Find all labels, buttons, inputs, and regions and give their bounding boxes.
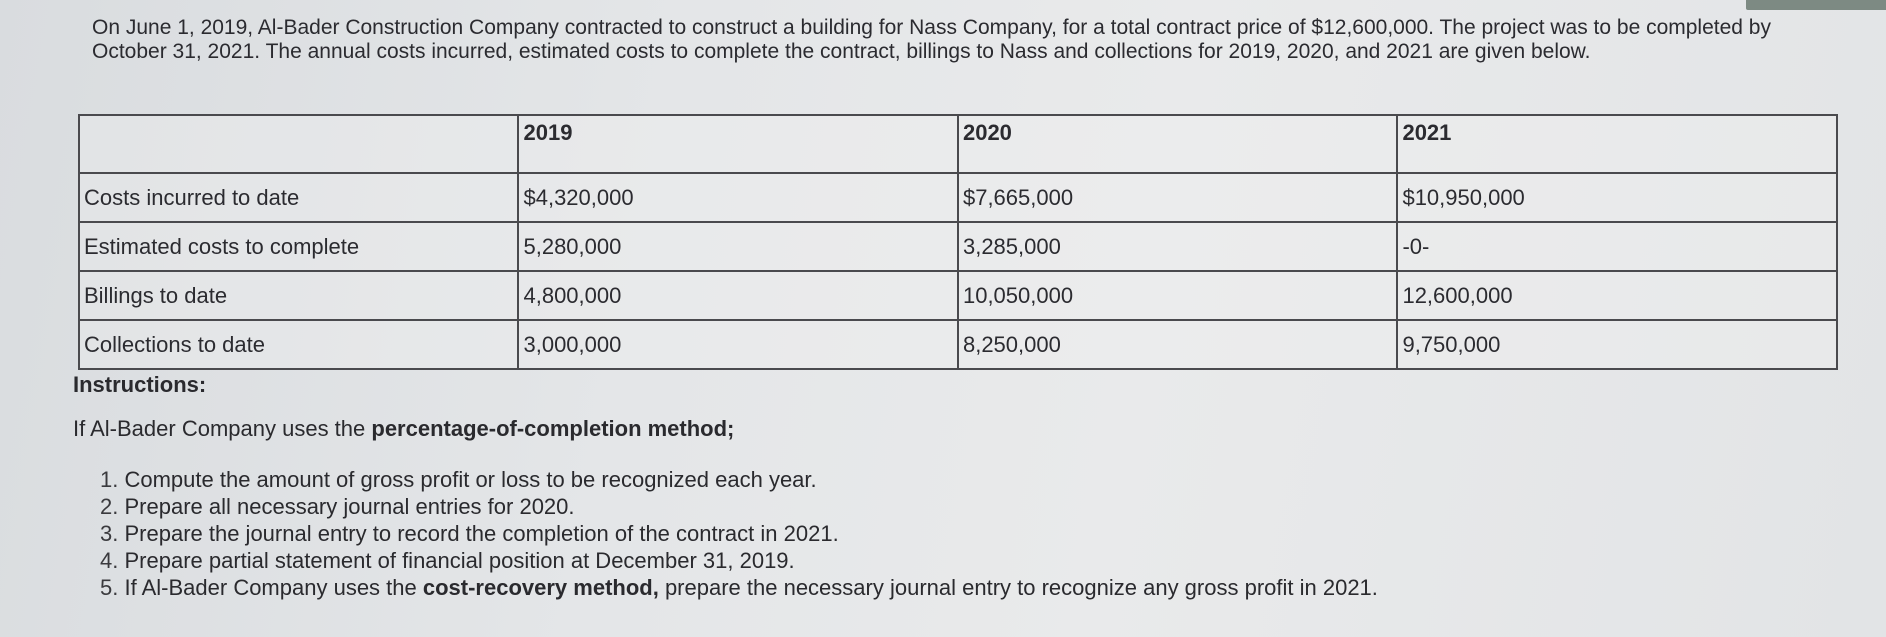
row-label-costs-incurred: Costs incurred to date: [79, 173, 518, 222]
contract-data-table: [78, 114, 1838, 370]
instructions-title: Instructions:: [73, 372, 207, 397]
cell-value: $4,320,000: [518, 173, 957, 222]
table-header-row: [79, 115, 1837, 173]
task-text: Prepare all necessary journal entries for 2020.: [124, 494, 575, 519]
task-number: 4.: [100, 548, 119, 573]
header-2020: 2020: [958, 115, 1397, 173]
task-number: 3.: [100, 521, 119, 546]
problem-intro: On June 1, 2019, Al-Bader Construction Company contracted to construct a building for Nass Company, for a total contract price of $12,600,000. The project was to be completed by October 31, 2021. The annual costs incurred, estimated costs to complete the contract, billings to Nass and collections for 2019, 2020, and 2021 are given below.: [92, 16, 1771, 63]
table-row: [79, 271, 1837, 320]
cell-value: 8,250,000: [958, 320, 1397, 369]
method-prefix: If Al-Bader Company uses the: [73, 416, 372, 441]
cell-value: -0-: [1397, 222, 1837, 271]
cell-value: 9,750,000: [1397, 320, 1837, 369]
task-number: 5.: [100, 575, 119, 600]
list-item: [100, 574, 1378, 601]
method-bold: percentage-of-completion method;: [371, 416, 735, 441]
cell-value: $10,950,000: [1397, 173, 1837, 222]
task-number: 2.: [100, 494, 119, 519]
list-item: [100, 520, 1378, 547]
cell-value: 3,000,000: [518, 320, 957, 369]
list-item: [100, 547, 1378, 574]
cell-value: 12,600,000: [1397, 271, 1837, 320]
task-number: 1.: [100, 467, 119, 492]
task-text-prefix: If Al-Bader Company uses the: [124, 575, 423, 600]
row-label-collections: Collections to date: [79, 320, 518, 369]
table-row: [79, 173, 1837, 222]
header-2021: 2021: [1397, 115, 1837, 173]
header-blank: [79, 115, 518, 173]
task-list: [100, 466, 1378, 601]
row-label-billings: Billings to date: [79, 271, 518, 320]
header-2019: 2019: [518, 115, 957, 173]
row-label-estimated-costs: Estimated costs to complete: [79, 222, 518, 271]
cell-value: $7,665,000: [958, 173, 1397, 222]
cell-value: 10,050,000: [958, 271, 1397, 320]
table-row: [79, 222, 1837, 271]
cell-value: 5,280,000: [518, 222, 957, 271]
window-corner-tab: [1746, 0, 1886, 10]
task-text-bold: cost-recovery method,: [422, 575, 659, 600]
task-text-suffix: prepare the necessary journal entry to recognize any gross profit in 2021.: [658, 575, 1378, 600]
list-item: [100, 493, 1378, 520]
table-row: [79, 320, 1837, 369]
task-text: Prepare partial statement of financial position at December 31, 2019.: [124, 548, 795, 573]
cell-value: 3,285,000: [958, 222, 1397, 271]
task-text: Compute the amount of gross profit or loss to be recognized each year.: [124, 467, 817, 492]
cell-value: 4,800,000: [518, 271, 957, 320]
method-statement: [73, 416, 734, 442]
task-text: Prepare the journal entry to record the completion of the contract in 2021.: [124, 521, 839, 546]
list-item: [100, 466, 1378, 493]
